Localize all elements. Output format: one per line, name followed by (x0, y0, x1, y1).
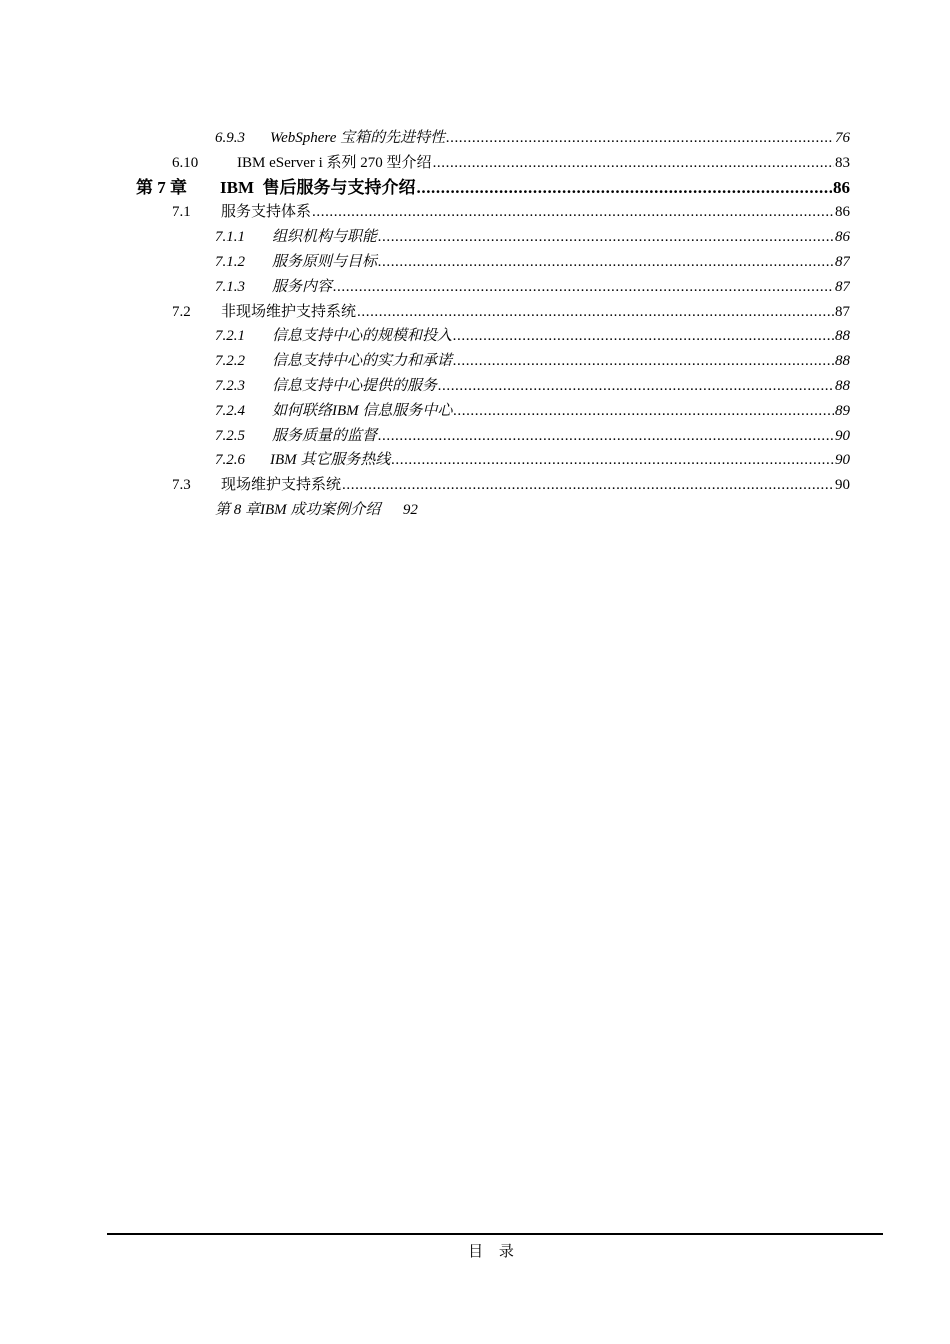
toc-line (220, 176, 850, 201)
toc-title: WebSphere 宝箱的先进特性 (270, 130, 446, 146)
toc-entry-7-2-2[interactable] (0, 349, 950, 374)
toc-number: 7.1.2 (215, 253, 245, 270)
toc-line (270, 126, 850, 151)
toc-line (272, 424, 850, 449)
toc-entry-7-2-5[interactable] (0, 424, 950, 449)
toc-number: 7.2.6 (215, 452, 245, 469)
toc-number: 7.3 (172, 477, 191, 494)
toc-title: 信息支持中心的规模和投入 (272, 328, 453, 345)
toc-number: 7.1 (172, 204, 191, 221)
dot-leader (433, 151, 834, 176)
footer-divider (107, 1233, 883, 1235)
dot-leader (333, 275, 834, 300)
toc-page-number: 90 (835, 452, 850, 469)
toc-entry-7-2-1[interactable] (0, 324, 950, 349)
toc-number: 7.1.1 (215, 229, 245, 246)
toc-page-number: 86 (833, 177, 850, 197)
dot-leader (312, 200, 834, 225)
toc-number: 7.2.2 (215, 353, 245, 370)
toc-title: 组织机构与职能 (272, 229, 378, 246)
dot-leader (378, 250, 834, 275)
dot-leader (357, 300, 834, 325)
toc-title: IBM eServer i 系列 270 型介绍 (237, 154, 432, 171)
toc-page-number: 86 (835, 204, 850, 221)
toc-entry-7-1[interactable] (0, 200, 950, 225)
toc-number: 7.1.3 (215, 278, 245, 295)
toc-page-number: 88 (835, 353, 850, 370)
toc-entry-7-1-1[interactable] (0, 225, 950, 250)
toc-number: 7.2 (172, 303, 191, 320)
toc-title: IBM 其它服务热线 (270, 452, 391, 469)
toc-entry-6-10[interactable] (0, 151, 950, 176)
toc-page-number: 76 (835, 130, 850, 146)
toc-entry-7-3[interactable] (0, 473, 950, 498)
toc-page-number: 83 (835, 154, 850, 171)
toc-line (270, 448, 850, 473)
toc-line (221, 200, 850, 225)
toc-page-number: 87 (835, 278, 850, 295)
toc-line (237, 151, 850, 176)
toc-title: IBM 售后服务与支持介绍 (220, 177, 416, 197)
toc-entry-7-2[interactable] (0, 300, 950, 325)
toc-title: 信息支持中心提供的服务 (272, 377, 438, 394)
toc-title: 服务支持体系 (221, 204, 312, 221)
toc-page-number: 90 (835, 427, 850, 444)
dot-leader (453, 324, 834, 349)
dot-leader (417, 176, 833, 201)
toc-title: 服务原则与目标 (272, 253, 378, 270)
dot-leader (438, 374, 834, 399)
dot-leader (446, 126, 834, 151)
toc-line (272, 250, 850, 275)
toc-entry-7-2-6[interactable] (0, 448, 950, 473)
toc-number: 7.2.4 (215, 402, 245, 419)
toc-number: 6.9.3 (215, 130, 245, 146)
toc-line (221, 473, 850, 498)
toc-line (272, 225, 850, 250)
toc-page-number: 88 (835, 377, 850, 394)
toc-title: 现场维护支持系统 (221, 477, 342, 494)
toc-number: 7.2.1 (215, 328, 245, 345)
toc-number: 6.10 (172, 154, 199, 171)
toc-number: 第 7 章 (136, 177, 187, 197)
toc-title: 非现场维护支持系统 (221, 303, 357, 320)
toc-page-number: 86 (835, 229, 850, 246)
dot-leader (453, 399, 834, 424)
dot-leader (378, 225, 834, 250)
toc-trailing-text: 第 8 章IBM 成功案例介绍 92 (215, 501, 418, 518)
footer-label: 目 录 (468, 1244, 520, 1260)
toc-entry-6-9-3[interactable] (0, 126, 950, 151)
toc-title: 信息支持中心的实力和承诺 (272, 353, 453, 370)
dot-leader (342, 473, 834, 498)
toc-page-number: 90 (835, 477, 850, 494)
toc-entry-7-2-4[interactable] (0, 399, 950, 424)
toc-line (272, 399, 850, 424)
toc-entry-7-2-3[interactable] (0, 374, 950, 399)
toc-line (272, 324, 850, 349)
toc-line (272, 275, 850, 300)
dot-leader (391, 448, 834, 473)
toc-entry-7-1-2[interactable] (0, 250, 950, 275)
toc-line (221, 300, 850, 325)
toc-title: 服务内容 (272, 278, 333, 295)
toc-line (272, 349, 850, 374)
toc-page-number: 89 (835, 402, 850, 419)
toc-entry-chapter-7[interactable] (0, 176, 950, 201)
dot-leader (453, 349, 834, 374)
table-of-contents (0, 126, 950, 523)
toc-title: 如何联络IBM 信息服务中心 (272, 402, 453, 419)
toc-entry-chapter-8[interactable] (0, 498, 950, 523)
toc-page-number: 87 (835, 303, 850, 320)
toc-entry-7-1-3[interactable] (0, 275, 950, 300)
toc-number: 7.2.5 (215, 427, 245, 444)
toc-line (272, 374, 850, 399)
toc-title: 服务质量的监督 (272, 427, 378, 444)
toc-page-number: 87 (835, 253, 850, 270)
toc-number: 7.2.3 (215, 377, 245, 394)
toc-page-number: 88 (835, 328, 850, 345)
dot-leader (378, 424, 834, 449)
